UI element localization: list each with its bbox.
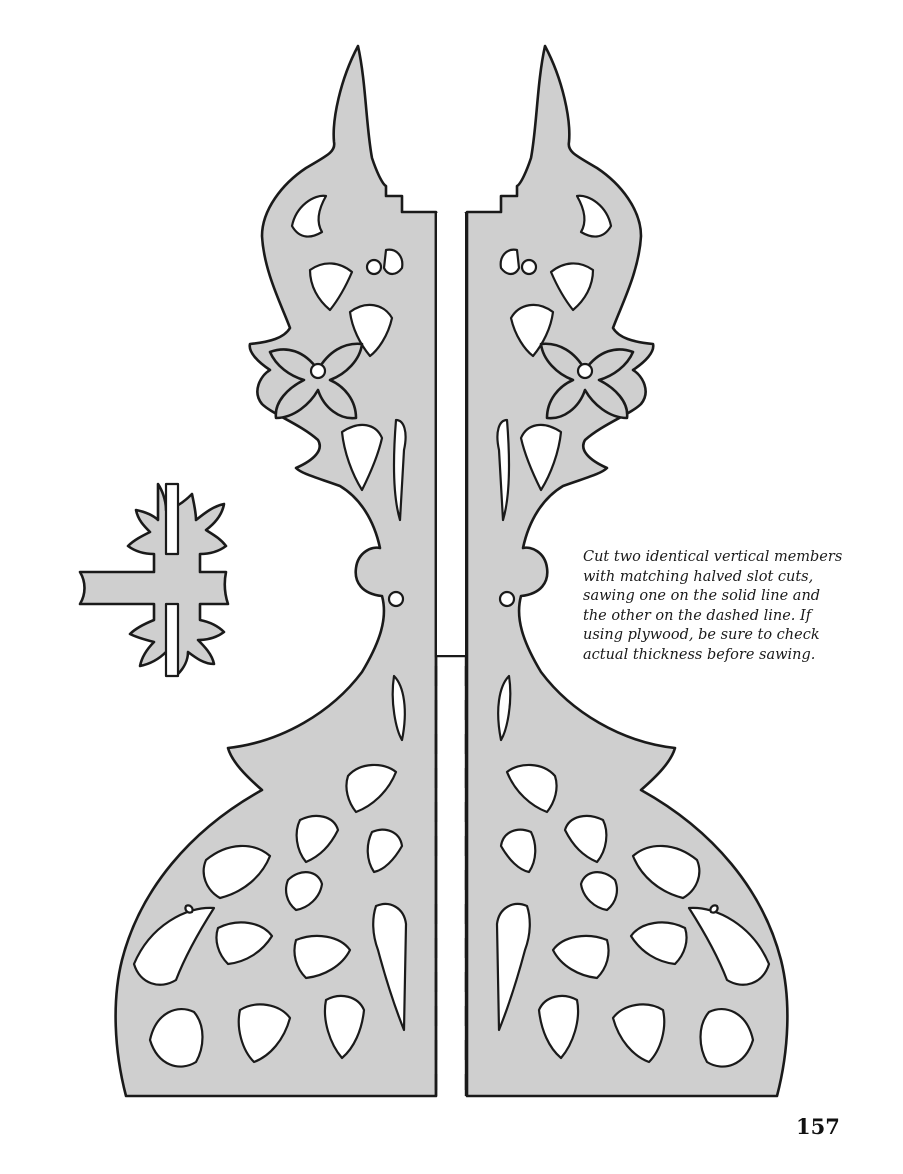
cross-piece [80,484,228,676]
cross-slot-upper [166,484,178,554]
page-number: 157 [796,1114,840,1139]
cross-slot-lower [166,604,178,676]
instruction-caption: Cut two identical vertical members with matching halved slot cuts, sawing one on the solid line and the other on the dashed line. If using plywood, be sure to check actual thickness before sawing. [583,549,843,663]
slot-opening [437,213,465,655]
